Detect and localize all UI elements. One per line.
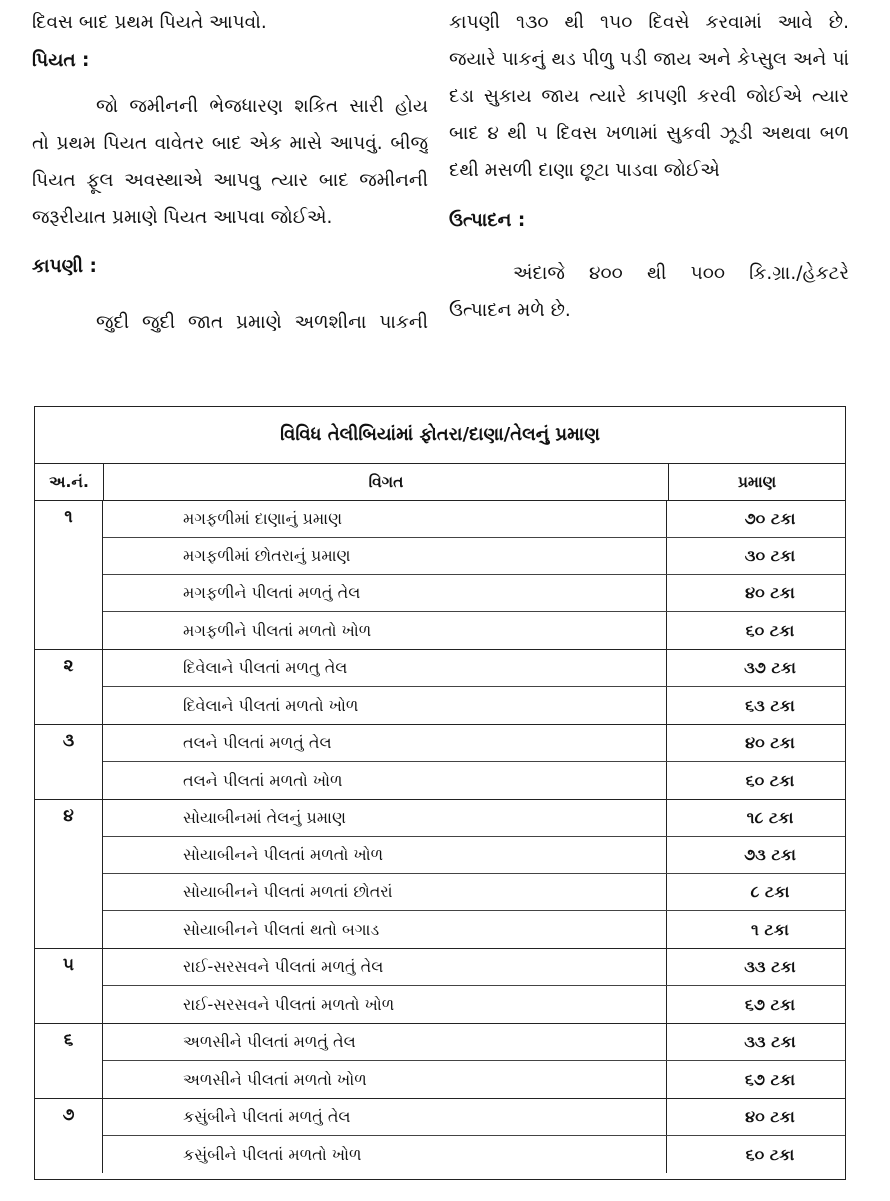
- table-row: [103, 650, 845, 687]
- paragraph-line: જો જમીનની ભેજધારણ શકિત સારી હોય: [96, 96, 428, 117]
- row-detail: સોયાબીનને પીલતાં મળતો ખોળ: [103, 837, 667, 873]
- row-value: ૩૦ ટકા: [744, 546, 796, 565]
- row-detail: સોયાબીનમાં તેલનું પ્રમાણ: [103, 800, 667, 836]
- row-value: ૬૦ ટકા: [745, 770, 795, 790]
- table-row: [103, 687, 845, 724]
- table-group: [35, 800, 845, 949]
- row-value: ૬૦ ટકા: [745, 620, 795, 640]
- table-group: [35, 1024, 845, 1099]
- group-number: ૧: [35, 501, 103, 649]
- table-group: [35, 949, 845, 1024]
- paragraph-line: દડા સુકાય જાય ત્યારે કાપણી કરવી જોઈએ ત્યાર: [449, 86, 849, 107]
- row-value: ૪૦ ટકા: [745, 583, 795, 602]
- table-row: [103, 1061, 845, 1098]
- row-value: ૩૩ ટકા: [744, 1032, 796, 1051]
- table-row: [103, 575, 845, 612]
- row-detail: મગફળીમાં છોતરાનું પ્રમાણ: [103, 538, 667, 574]
- row-value: ૪૦ ટકા: [745, 733, 795, 752]
- row-value: ૭૦ ટકા: [744, 509, 796, 528]
- group-number: ૪: [35, 800, 103, 948]
- paragraph-line: જયારે પાકનું થડ પીળુ પડી જાય અને કેપ્સુલ અને પાં: [449, 49, 849, 70]
- header-value: પ્રમાણ: [737, 472, 777, 491]
- paragraph-line: ઉત્પાદન મળે છે.: [449, 300, 571, 321]
- header-number: અ.નં.: [35, 464, 104, 500]
- oilseed-table: [34, 406, 846, 1180]
- row-value: ૧ ટકા: [751, 919, 789, 939]
- row-detail: કસુંબીને પીલતાં મળતો ખોળ: [103, 1136, 667, 1173]
- table-group: [35, 725, 845, 800]
- group-number: ૬: [35, 1024, 103, 1098]
- row-value: ૬૩ ટકા: [745, 695, 795, 715]
- row-value: ૮ ટકા: [750, 882, 790, 901]
- row-value: ૩૩ ટકા: [744, 957, 796, 976]
- group-number: ૫: [35, 949, 103, 1023]
- table-row: [103, 949, 845, 986]
- paragraph-line: દિવસ બાદ પ્રથમ પિયતે આપવો.: [32, 12, 267, 33]
- table-group: [35, 501, 845, 650]
- group-number: ૩: [35, 725, 103, 799]
- table-header: [35, 464, 845, 501]
- table-row: [103, 501, 845, 538]
- right-column: [449, 0, 849, 329]
- row-detail: સોયાબીનને પીલતાં થતો બગાડ: [103, 911, 667, 948]
- group-number: ૨: [35, 650, 103, 724]
- row-detail: મગફળીમાં દાણાનું પ્રમાણ: [103, 501, 667, 537]
- row-detail: મગફળીને પીલતાં મળતું તેલ: [103, 575, 667, 611]
- row-detail: રાઈ-સરસવને પીલતાં મળતો ખોળ: [103, 986, 667, 1023]
- row-value: ૬૭ ટકા: [744, 1069, 796, 1089]
- table-row: [103, 874, 845, 911]
- section-heading-irrigation: પિયત :: [32, 50, 90, 71]
- table-group: [35, 650, 845, 725]
- row-detail: રાઈ-સરસવને પીલતાં મળતું તેલ: [103, 949, 667, 985]
- row-value: ૪૦ ટકા: [745, 1107, 795, 1126]
- row-detail: અળસીને પીલતાં મળતો ખોળ: [103, 1061, 667, 1098]
- paragraph-line: કાપણી ૧૩૦ થી ૧૫૦ દિવસે કરવામાં આવે છે.: [449, 12, 849, 33]
- table-row: [103, 762, 845, 799]
- row-value: ૬૦ ટકા: [745, 1144, 795, 1164]
- table-row: [103, 612, 845, 649]
- row-detail: અળસીને પીલતાં મળતું તેલ: [103, 1024, 667, 1060]
- row-value: ૬૭ ટકા: [744, 994, 796, 1014]
- table-row: [103, 538, 845, 575]
- table-row: [103, 800, 845, 837]
- row-detail: કસુંબીને પીલતાં મળતું તેલ: [103, 1099, 667, 1135]
- section-heading-harvest: કાપણી :: [32, 256, 97, 277]
- row-value: ૭૩ ટકા: [744, 845, 796, 864]
- row-detail: મગફળીને પીલતાં મળતો ખોળ: [103, 612, 667, 649]
- paragraph-line: પિયત ફૂલ અવસ્થાએ આપવુ ત્યાર બાદ જમીનની: [32, 170, 428, 191]
- row-detail: તલને પીલતાં મળતું તેલ: [103, 725, 667, 761]
- row-value: ૩૭ ટકા: [744, 658, 796, 677]
- section-heading-yield: ઉત્પાદન :: [449, 210, 526, 231]
- paragraph-line: જુદી જુદી જાત પ્રમાણે અળશીના પાકની: [96, 312, 428, 333]
- table-row: [103, 725, 845, 762]
- paragraph-line: અંદાજે ૪૦૦ થી ૫૦૦ કિ.ગ્રા./હેકટરે: [513, 263, 849, 284]
- table-row: [103, 1099, 845, 1136]
- table-row: [103, 1024, 845, 1061]
- group-number: ૭: [35, 1099, 103, 1173]
- left-column: [32, 0, 428, 341]
- table-row: [103, 837, 845, 874]
- table-title: વિવિધ તેલીબિયાંમાં ફોતરા/દાણા/તેલનું પ્રમાણ: [35, 407, 845, 464]
- paragraph-line: દથી મસળી દાણા છૂટા પાડવા જોઈએ: [449, 160, 720, 181]
- paragraph-line: તો પ્રથમ પિયત વાવેતર બાદ એક માસે આપવું. બીજુ: [32, 133, 428, 154]
- row-detail: દિવેલાને પીલતાં મળતુ તેલ: [103, 650, 667, 686]
- header-detail: વિગત: [104, 464, 669, 500]
- row-value: ૧૮ ટકા: [746, 808, 794, 827]
- row-detail: તલને પીલતાં મળતો ખોળ: [103, 762, 667, 799]
- paragraph-line: જરૂરીયાત પ્રમાણે પિયત આપવા જોઈએ.: [32, 207, 333, 228]
- table-row: [103, 986, 845, 1023]
- table-group: [35, 1099, 845, 1173]
- table-row: [103, 911, 845, 948]
- row-detail: સોયાબીનને પીલતાં મળતાં છોતરાં: [103, 874, 667, 910]
- table-row: [103, 1136, 845, 1173]
- paragraph-line: બાદ ૪ થી ૫ દિવસ ખળામાં સુકવી ઝૂડી અથવા બળ: [449, 123, 849, 144]
- row-detail: દિવેલાને પીલતાં મળતો ખોળ: [103, 687, 667, 724]
